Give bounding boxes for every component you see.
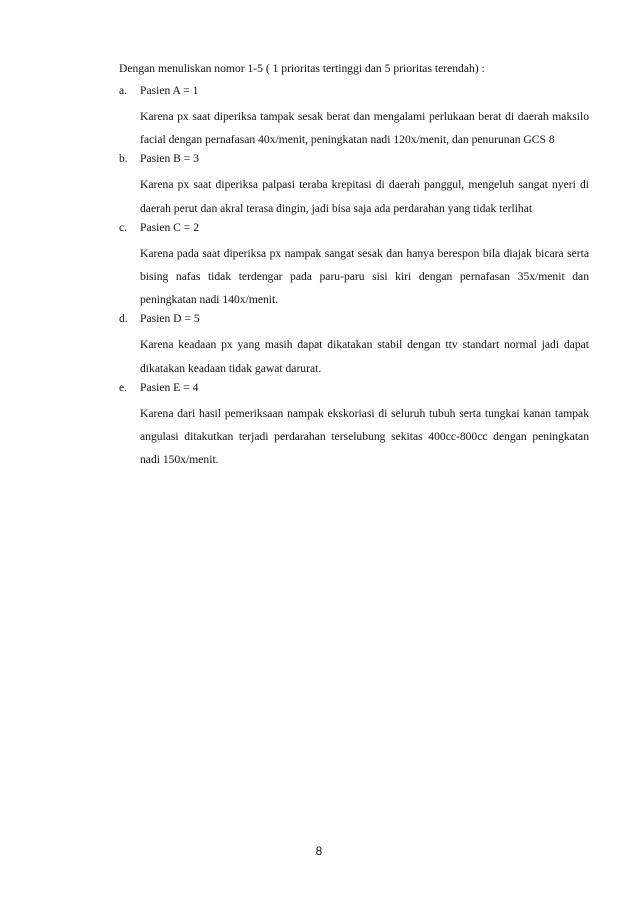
item-description: Karena keadaan px yang masih dapat dikatakan stabil dengan ttv standart normal jadi dapat dikatakan keadaan tidak gawat darurat. — [140, 338, 589, 375]
item-title: Pasien D = 5 — [140, 312, 200, 326]
page-number: 8 — [315, 846, 323, 858]
list-item-d — [119, 311, 589, 379]
item-heading — [119, 83, 589, 105]
item-description: Karena pada saat diperiksa px nampak sangat sesak dan hanya berespon bila diajak bicara serta bising nafas tidak terdengar pada paru-paru sisi kiri dengan pernafasan 35x/menit dan peningkatan nadi 140x/menit. — [140, 246, 589, 307]
item-heading — [119, 311, 589, 333]
item-letter: e. — [119, 380, 128, 394]
item-heading — [119, 380, 589, 402]
list-item-a — [119, 83, 589, 151]
item-description: Karena px saat diperiksa palpasi teraba krepitasi di daerah panggul, mengeluh sangat nyeri di daerah perut dan akral terasa dingin, jadi bisa saja ada perdarahan yang tidak terlihat — [140, 178, 589, 215]
item-letter: c. — [119, 220, 128, 234]
list-item-b — [119, 151, 589, 219]
item-title: Pasien C = 2 — [140, 220, 200, 234]
item-letter: d. — [119, 312, 128, 326]
item-title: Pasien E = 4 — [140, 380, 199, 394]
item-letter: b. — [119, 152, 128, 166]
item-letter: a. — [119, 84, 128, 97]
item-title: Pasien A = 1 — [140, 84, 199, 97]
patient-priority-list — [119, 83, 589, 471]
item-description: Karena dari hasil pemeriksaan nampak ekskoriasi di seluruh tubuh serta tungkai kanan tampak angulasi ditakutkan terjadi perdarahan terselubung sekitas 400cc-800cc dengan peningkatan nadi 150x/menit. — [140, 406, 589, 467]
item-description: Karena px saat diperiksa tampak sesak berat dan mengalami perlukaan berat di daerah maksilo facial dengan pernafasan 40x/menit, peningkatan nadi 120x/menit, dan penurunan GCS 8 — [140, 110, 589, 147]
list-item-c — [119, 220, 589, 312]
item-title: Pasien B = 3 — [140, 152, 200, 166]
intro-text: Dengan menuliskan nomor 1-5 ( 1 prioritas tertinggi dan 5 prioritas terendah) : — [119, 62, 485, 75]
item-heading — [119, 151, 589, 173]
item-heading — [119, 220, 589, 242]
list-item-e — [119, 380, 589, 472]
